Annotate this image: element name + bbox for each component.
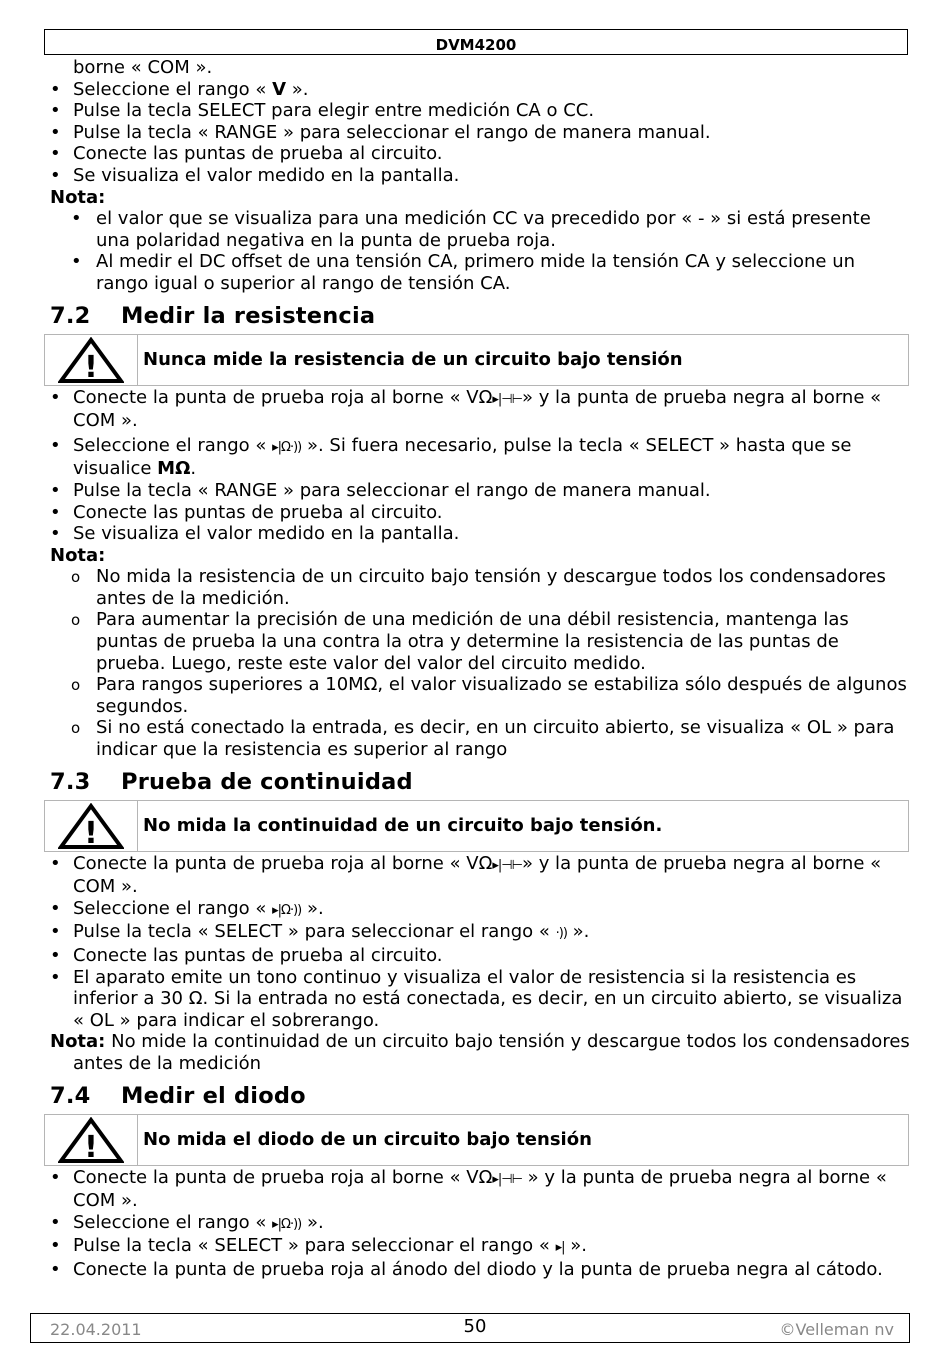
note-list — [50, 208, 910, 294]
svg-text:!: ! — [84, 1129, 98, 1163]
steps-list — [50, 1167, 910, 1281]
list-item: o Para rangos superiores a 10MΩ, el valor visualizado se estabiliza sólo después de algunos segundos. — [50, 674, 910, 717]
list-item: • Conecte las puntas de prueba al circuito. — [50, 143, 910, 165]
ohm-continuity-symbol: ▸|Ω·)) — [272, 1216, 302, 1232]
list-item: • Se visualiza el valor medido en la pantalla. — [50, 523, 910, 545]
continued-text: borne « COM ». — [73, 57, 213, 78]
list-item: • Pulse la tecla « SELECT » para seleccionar el rango « ·)) ». — [50, 921, 910, 945]
warning-text: No mida el diodo de un circuito bajo tensión — [143, 1128, 592, 1150]
warning-text: Nunca mide la resistencia de un circuito bajo tensión — [143, 348, 683, 370]
diode-capacitor-symbol: ▸|⊣⊢ — [492, 391, 522, 407]
list-item: • Conecte la punta de prueba roja al borne « VΩ▸|⊣⊢» y la punta de prueba negra al borne « COM ». — [50, 853, 910, 898]
list-item: • Seleccione el rango « ▸|Ω·)) ». — [50, 898, 910, 922]
svg-text:!: ! — [84, 815, 98, 849]
footer-date: 22.04.2011 — [50, 1320, 142, 1339]
list-item: o No mida la resistencia de un circuito bajo tensión y descargue todos los condensadores antes de la medición. — [50, 566, 910, 609]
steps-list — [50, 387, 910, 545]
list-item: • Pulse la tecla « RANGE » para seleccionar el rango de manera manual. — [50, 480, 910, 502]
svg-text:!: ! — [84, 349, 98, 383]
section-heading: 7.4 Medir el diodo — [50, 1082, 306, 1109]
page-header: DVM4200 — [44, 29, 908, 55]
diode-capacitor-symbol: ▸|⊣⊢ — [492, 857, 522, 873]
ohm-continuity-symbol: ▸|Ω·)) — [272, 439, 302, 455]
list-item: • Al medir el DC offset de una tensión CA, primero mide la tensión CA y seleccione un rango igual o superior al rango de tensión CA. — [50, 251, 910, 294]
note-paragraph: Nota: No mide la continuidad de un circuito bajo tensión y descargue todos los condensadores antes de la medición — [50, 1031, 910, 1074]
list-item: • Seleccione el rango « V ». — [50, 79, 910, 101]
footer-copyright: ©Velleman nv — [779, 1320, 894, 1339]
list-item: • Conecte las puntas de prueba al circuito. — [50, 502, 910, 524]
list-item: • Se visualiza el valor medido en la pantalla. — [50, 165, 910, 187]
warning-box — [44, 334, 909, 386]
list-item: o Para aumentar la precisión de una medición de una débil resistencia, mantenga las puntas de prueba la una contra la otra y determine la resistencia de las puntas de prueba. Luego, reste este valor del valor del circuito medido. — [50, 609, 910, 674]
page-content — [50, 57, 910, 1281]
list-item: • el valor que se visualiza para una medición CC va precedido por « - » si está presente una polaridad negativa en la punta de prueba roja. — [50, 208, 910, 251]
section-heading: 7.3 Prueba de continuidad — [50, 768, 413, 795]
warning-icon — [45, 1115, 138, 1165]
diode-capacitor-symbol: ▸|⊣⊢ — [492, 1171, 522, 1187]
page-number: 50 — [463, 1316, 487, 1337]
list-item: • Pulse la tecla « RANGE » para seleccionar el rango de manera manual. — [50, 122, 910, 144]
note-label: Nota: — [50, 544, 106, 566]
warning-text: No mida la continuidad de un circuito bajo tensión. — [143, 814, 663, 836]
diode-symbol: ▸| — [555, 1240, 565, 1256]
list-item: • Seleccione el rango « ▸|Ω·)) ». — [50, 1212, 910, 1236]
list-item: o Si no está conectado la entrada, es decir, en un circuito abierto, se visualiza « OL » para indicar que la resistencia es superior al rango — [50, 717, 910, 760]
list-item: • Conecte la punta de prueba roja al ánodo del diodo y la punta de prueba negra al cátodo. — [50, 1259, 910, 1281]
note-label: Nota: — [50, 186, 106, 208]
list-item: • Conecte las puntas de prueba al circuito. — [50, 945, 910, 967]
section-heading: 7.2 Medir la resistencia — [50, 302, 376, 329]
top-list — [50, 79, 910, 187]
warning-box — [44, 1114, 909, 1166]
warning-icon — [45, 335, 138, 385]
list-item: • Conecte la punta de prueba roja al borne « VΩ▸|⊣⊢» y la punta de prueba negra al borne « COM ». — [50, 387, 910, 432]
ohm-continuity-symbol: ▸|Ω·)) — [272, 902, 302, 918]
steps-list — [50, 853, 910, 1032]
list-item: • Pulse la tecla « SELECT » para seleccionar el rango « ▸| ». — [50, 1235, 910, 1259]
list-item: • El aparato emite un tono continuo y visualiza el valor de resistencia si la resistencia es inferior a 30 Ω. Si la entrada no está conectada, es decir, en un circuito abierto, se visualiza « OL » para indicar el sobrerango. — [50, 967, 910, 1032]
warning-icon — [45, 801, 138, 851]
continuity-symbol: ·)) — [555, 926, 567, 942]
list-item: • Seleccione el rango « ▸|Ω·)) ». Si fuera necesario, pulse la tecla « SELECT » hasta que se visualice MΩ. — [50, 435, 910, 480]
note-list — [50, 566, 910, 760]
list-item: • Conecte la punta de prueba roja al borne « VΩ▸|⊣⊢ » y la punta de prueba negra al borne « COM ». — [50, 1167, 910, 1212]
warning-box — [44, 800, 909, 852]
list-item: • Pulse la tecla SELECT para elegir entre medición CA o CC. — [50, 100, 910, 122]
